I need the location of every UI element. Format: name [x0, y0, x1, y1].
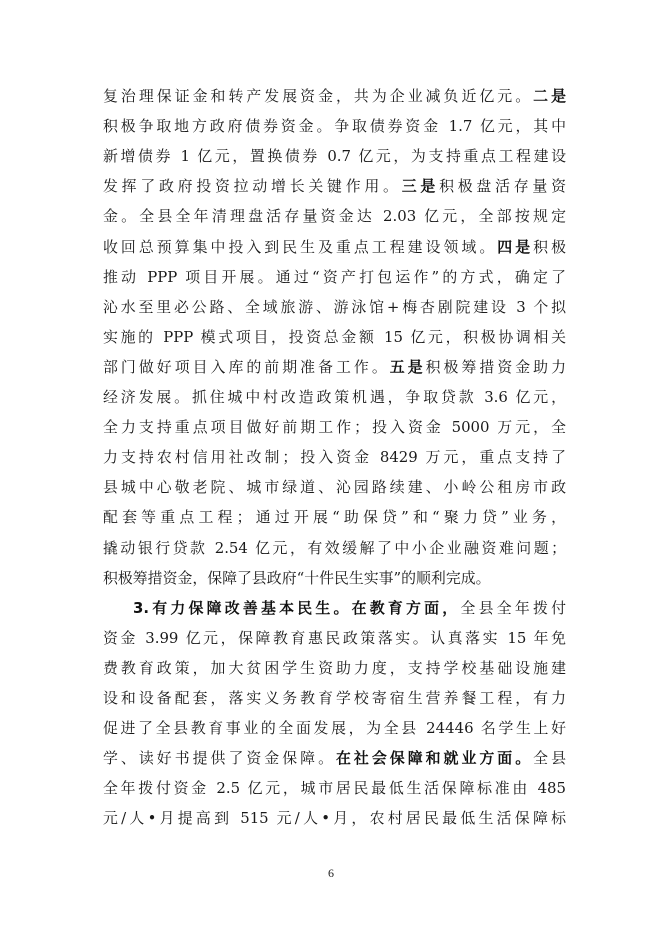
body-text-segment: 发挥了政府投资拉动增长关键作用。 — [103, 177, 402, 196]
text-line — [103, 203, 566, 229]
text-line — [103, 324, 566, 350]
bold-heading-text: 在社会保障和就业方面。 — [336, 749, 534, 768]
text-line — [103, 805, 566, 831]
text-line — [103, 565, 566, 591]
body-text-segment: 推动 PPP 项目开展。通过“资产打包运作”的方式，确定了 — [103, 267, 566, 286]
text-line — [103, 715, 566, 741]
body-text-segment: 全县全年拨付 — [460, 598, 566, 617]
text-line — [103, 474, 566, 500]
page-number: 6 — [328, 866, 334, 880]
body-text-segment: 积极筹措资金助力 — [425, 357, 566, 376]
bold-heading-text: 在教育方面， — [351, 598, 461, 617]
body-text-segment: 费教育政策，加大贫困学生资助力度，支持学校基础设施建 — [103, 658, 566, 677]
body-text-segment: 沁水至里必公路、全域旅游、游泳馆+梅杏剧院建设 3 个拟 — [103, 297, 566, 316]
body-text-segment: 部门做好项目入库的前期准备工作。 — [103, 357, 390, 376]
body-text-segment: 设和设备配套，落实义务教育学校寄宿生营养餐工程，有力 — [103, 689, 566, 707]
text-line — [103, 504, 566, 530]
body-text-segment: 新增债券 1 亿元，置换债券 0.7 亿元，为支持重点工程建设 — [103, 147, 566, 166]
body-text-segment: 配套等重点工程；通过开展“助保贷”和“聚力贷”业务， — [103, 508, 566, 527]
body-text-segment: 力支持农村信用社改制；投入资金 8429 万元，重点支持了 — [103, 448, 566, 467]
body-text-segment: 资金 3.99 亿元，保障教育惠民政策落实。认真落实 15 年免 — [103, 628, 566, 647]
text-line — [103, 625, 566, 651]
text-line — [103, 234, 566, 260]
bold-heading-text: 三是 — [401, 177, 440, 196]
body-text-segment: 全力支持重点项目做好前期工作；投入资金 5000 万元，全 — [103, 418, 566, 437]
text-line — [103, 745, 566, 771]
text-line — [103, 113, 566, 139]
text-line — [103, 83, 566, 109]
text-line — [103, 444, 566, 470]
text-line — [103, 173, 566, 199]
text-line — [103, 655, 566, 681]
body-text-segment: 学、读好书提供了资金保障。 — [103, 749, 336, 768]
text-line — [133, 595, 566, 621]
bold-heading-text: 二是 — [533, 87, 566, 105]
body-text-segment: 县城中心敬老院、城市绿道、沁园路续建、小岭公租房市政 — [103, 478, 566, 497]
text-line — [103, 264, 566, 290]
body-text-segment: 积极争取地方政府债券资金。争取债券资金 1.7 亿元，其中 — [103, 117, 566, 136]
body-text-segment: 复治理保证金和转产发展资金，共为企业减负近亿元。 — [103, 87, 534, 105]
text-line — [103, 384, 566, 410]
bold-heading-text: 五是 — [389, 357, 426, 376]
body-text-segment: 积极盘活存量资 — [439, 177, 566, 196]
text-line — [103, 414, 566, 440]
body-text-segment: 实施的 PPP 模式项目，投资总金额 15 亿元，积极协调相关 — [103, 327, 566, 346]
text-line — [103, 354, 566, 380]
body-text-segment: 元/人•月提高到 515 元/人•月，农村居民最低生活保障标 — [103, 809, 566, 828]
text-line — [103, 535, 566, 561]
body-text-segment: 经济发展。抓住城中村改造政策机遇，争取贷款 3.6 亿元， — [103, 388, 566, 406]
text-line — [103, 294, 566, 320]
text-line — [103, 685, 566, 711]
text-line — [103, 775, 566, 801]
bold-heading-text: 3.有力保障改善基本民生。 — [133, 598, 352, 617]
body-text-segment: 全年拨付资金 2.5 亿元，城市居民最低生活保障标准由 485 — [103, 779, 566, 798]
body-text-segment: 积极筹措资金，保障了县政府“十件民生实事”的顺利完成。 — [103, 568, 491, 587]
body-text-segment: 收回总预算集中投入到民生及重点工程建设领域。 — [103, 237, 498, 256]
body-text-segment: 撬动银行贷款 2.54 亿元，有效缓解了中小企业融资难问题； — [103, 538, 566, 557]
body-text-segment: 积极 — [533, 237, 566, 256]
body-text-segment: 金。全县全年清理盘活存量资金达 2.03 亿元，全部按规定 — [103, 207, 566, 226]
bold-heading-text: 四是 — [497, 237, 534, 256]
body-text-segment: 全县 — [533, 749, 566, 768]
text-line — [103, 143, 566, 169]
body-text-segment: 促进了全县教育事业的全面发展，为全县 24446 名学生上好 — [103, 719, 566, 738]
